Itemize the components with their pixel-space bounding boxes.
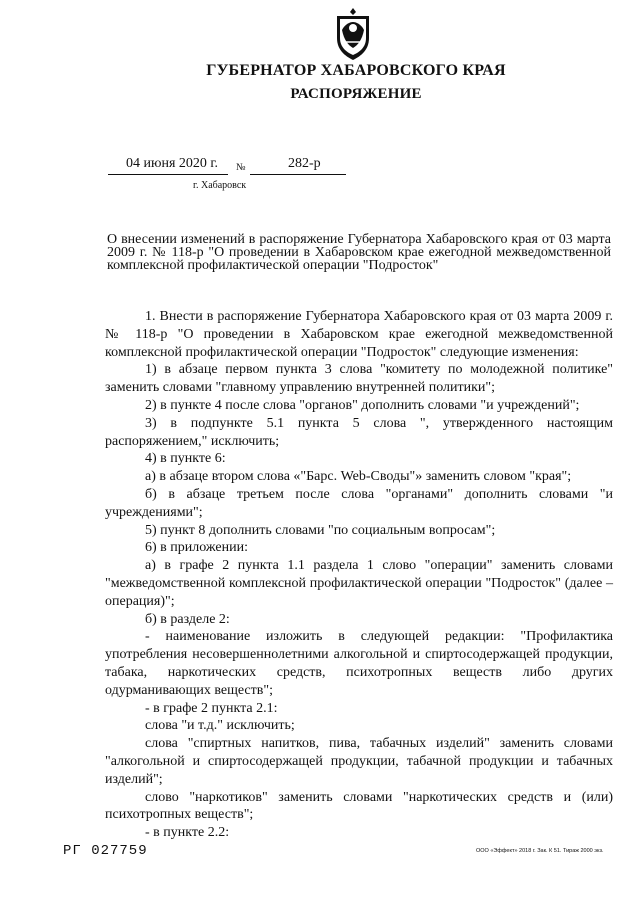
paragraph: 5) пункт 8 дополнить словами "по социальным вопросам"; bbox=[145, 522, 496, 538]
city: г. Хабаровск bbox=[193, 180, 247, 191]
paragraph: 1. Внести в распоряжение Губернатора Хабаровского края от 03 марта 2009 г. № 118-р "О проведении в Хабаровском крае ежегодной межведомственной комплексной профилактической операции "Подросток" следующие изменения: bbox=[105, 309, 613, 360]
number-underline bbox=[250, 174, 346, 175]
form-serial-number: РГ 027759 bbox=[63, 843, 148, 859]
dateline bbox=[108, 156, 343, 176]
paragraph: слова "и т.д." исключить; bbox=[145, 718, 295, 734]
authority-heading: ГУБЕРНАТОР ХАБАРОВСКОГО КРАЯ bbox=[206, 62, 506, 79]
printer-imprint: ООО «Эффект» 2018 г. Зак. К 51. Тираж 2000 экз. bbox=[476, 848, 604, 854]
paragraph: - в пункте 2.2: bbox=[145, 825, 230, 841]
paragraph: - в графе 2 пункта 2.1: bbox=[145, 700, 278, 716]
paragraph: а) в графе 2 пункта 1.1 раздела 1 слово "операции" заменить словами "межведомственной комплексной профилактической операции "Подросток" (далее – операция)"; bbox=[105, 558, 613, 609]
number-sign: № bbox=[236, 162, 246, 173]
paragraph: 4) в пункте 6: bbox=[145, 451, 226, 467]
document-date: 04 июня 2020 г. bbox=[126, 156, 219, 171]
paragraph: - наименование изложить в следующей редакции: "Профилактика употребления несовершеннолетними алкогольной и спиртосодержащей продукции, табака, наркотических средств, психотропных веществ либо других одурманивающих веществ"; bbox=[105, 629, 613, 698]
paragraph: 3) в подпункте 5.1 пункта 5 слова ", утвержденного настоящим распоряжением," исключить; bbox=[105, 415, 613, 449]
paragraph: б) в разделе 2: bbox=[145, 611, 230, 627]
paragraph: 6) в приложении: bbox=[145, 540, 248, 556]
paragraph: б) в абзаце третьем после слова "органами" дополнить словами "и учреждениями"; bbox=[105, 486, 613, 520]
coat-of-arms-icon bbox=[333, 6, 373, 62]
paragraph: слова "спиртных напитков, пива, табачных изделий" заменить словами "алкогольной и спиртосодержащей продукции, табачной продукции и табачных изделий"; bbox=[105, 736, 613, 787]
paragraph: а) в абзаце втором слова «"Барс. Web-Своды"» заменить словом "края"; bbox=[145, 469, 572, 485]
document-body bbox=[105, 308, 613, 842]
document-type-heading: РАСПОРЯЖЕНИЕ bbox=[290, 86, 422, 102]
date-underline bbox=[108, 174, 228, 175]
paragraph: слово "наркотиков" заменить словами "наркотических средств и (или) психотропных веществ"; bbox=[105, 789, 613, 823]
paragraph: 1) в абзаце первом пункта 3 слова "комитету по молодежной политике" заменить словами "главному управлению внутренней политики"; bbox=[105, 362, 613, 396]
document-title: О внесении изменений в распоряжение Губернатора Хабаровского края от 03 марта 2009 г. № 118-р "О проведении в Хабаровском крае ежегодной межведомственной комплексной профилактической операции "Подросток" bbox=[107, 232, 611, 273]
paragraph: 2) в пункте 4 после слова "органов" дополнить словами "и учреждений"; bbox=[145, 397, 580, 413]
document-number: 282-р bbox=[288, 156, 321, 171]
